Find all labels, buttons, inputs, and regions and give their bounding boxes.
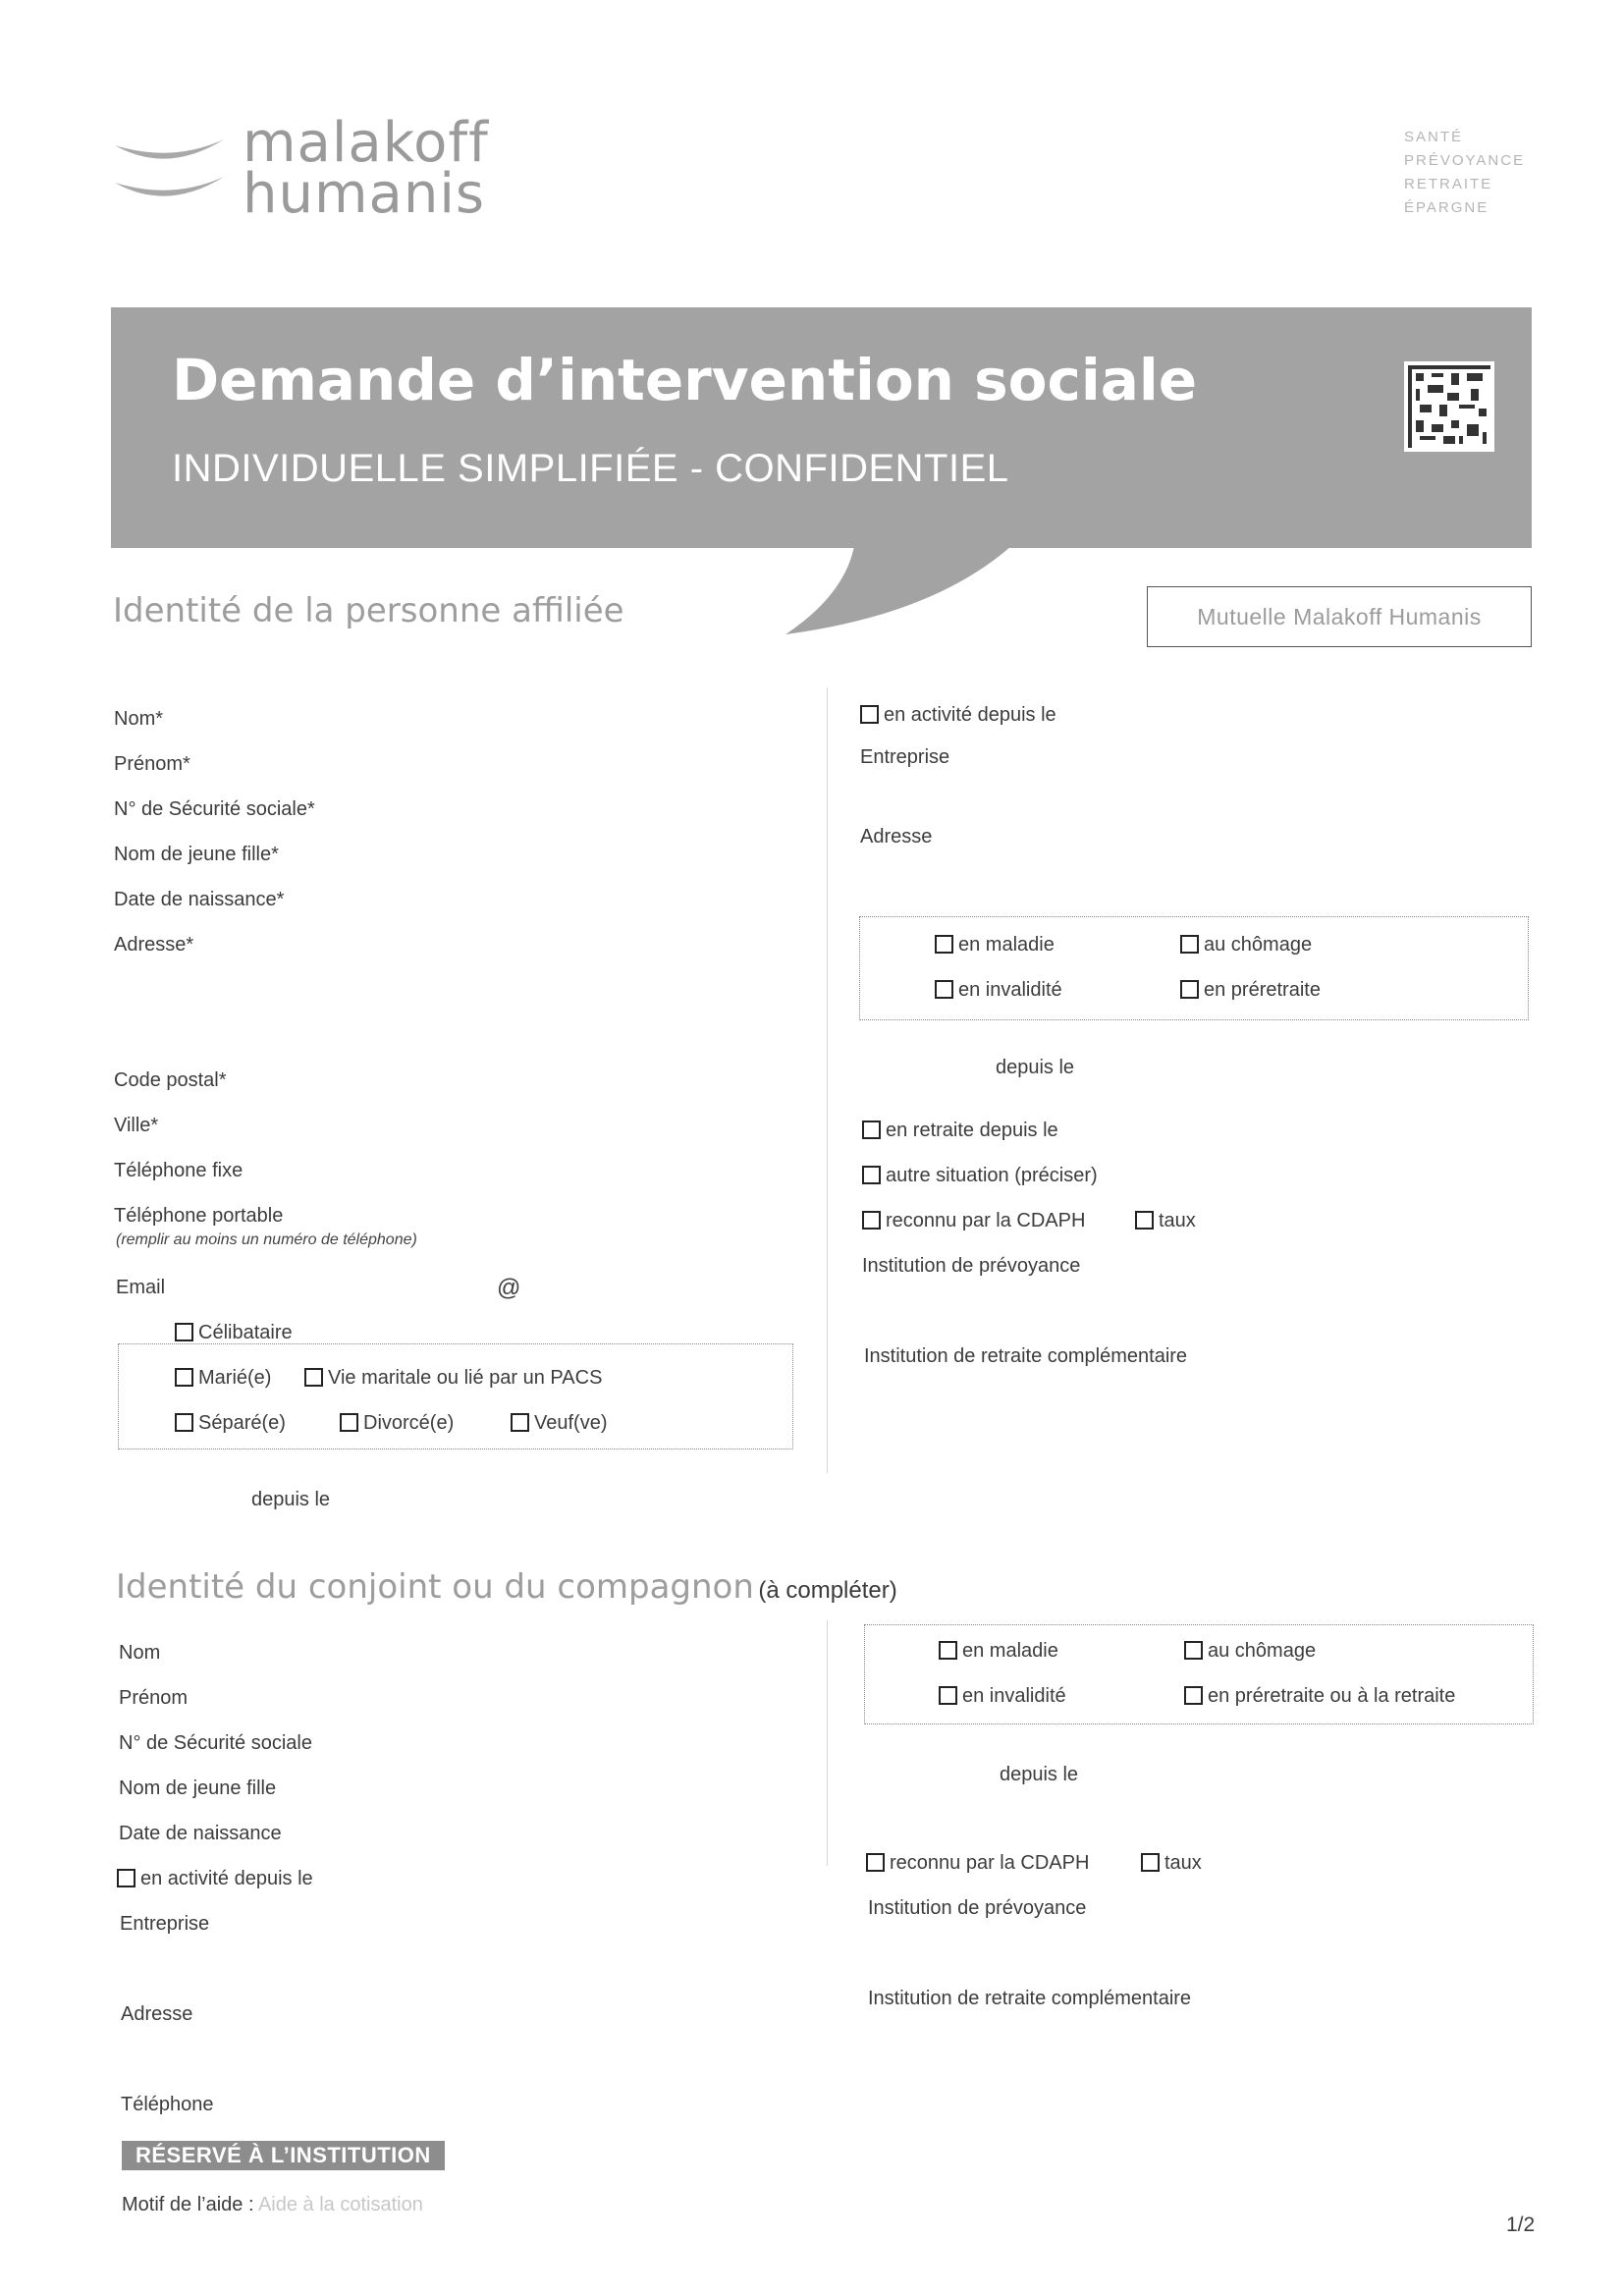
checkbox[interactable] (862, 1166, 881, 1184)
option-label: Marié(e) (198, 1367, 272, 1389)
option-conjoint-invalidite[interactable] (939, 1685, 1066, 1708)
option-autre-situation[interactable] (862, 1165, 1098, 1187)
logo-line-2: humanis (243, 162, 486, 226)
field-conjoint-nom[interactable]: Nom (119, 1642, 161, 1664)
column-divider (827, 687, 828, 1473)
tel-note: (remplir au moins un numéro de téléphone) (116, 1231, 417, 1248)
checkbox[interactable] (1135, 1211, 1154, 1230)
field-institution-retraite[interactable]: Institution de retraite complémentaire (864, 1345, 1188, 1367)
field-tel-fixe[interactable]: Téléphone fixe (114, 1160, 244, 1181)
option-en-activite[interactable] (860, 704, 1056, 727)
checkbox[interactable] (935, 980, 953, 999)
option-vie-maritale[interactable] (304, 1367, 602, 1390)
field-institution-prevoyance[interactable]: Institution de prévoyance (862, 1255, 1081, 1277)
title-banner (111, 307, 1532, 548)
field-nom-jeune-fille[interactable]: Nom de jeune fille* (114, 844, 279, 865)
checkbox[interactable] (175, 1413, 193, 1432)
checkbox[interactable] (511, 1413, 529, 1432)
field-date-naissance[interactable]: Date de naissance* (114, 889, 285, 910)
field-code-postal[interactable]: Code postal* (114, 1069, 227, 1091)
tagline-item: SANTÉ (1404, 129, 1464, 145)
banner-speech-tail (785, 546, 1021, 634)
field-depuis-le[interactable]: depuis le (251, 1489, 331, 1510)
section-title-affiliee: Identité de la personne affiliée (113, 591, 624, 630)
field-entreprise[interactable]: Entreprise (860, 746, 950, 768)
motif-row (122, 2194, 423, 2216)
tagline-item: ÉPARGNE (1404, 199, 1489, 216)
email-at-sign: @ (497, 1275, 521, 1301)
field-adresse-entreprise[interactable]: Adresse (860, 826, 933, 847)
option-conjoint-preretraite[interactable] (1184, 1685, 1455, 1708)
option-cdaph[interactable] (862, 1210, 1085, 1232)
checkbox[interactable] (866, 1853, 885, 1872)
motif-label: Motif de l’aide : (122, 2194, 254, 2215)
field-nom[interactable]: Nom* (114, 708, 164, 730)
checkbox[interactable] (1141, 1853, 1160, 1872)
page-subtitle: INDIVIDUELLE SIMPLIFIÉE - CONFIDENTIEL (172, 447, 1009, 490)
field-tel-portable[interactable]: Téléphone portable (114, 1205, 284, 1227)
checkbox[interactable] (304, 1368, 323, 1387)
tagline-item: PRÉVOYANCE (1404, 152, 1526, 169)
qr-code-icon (1404, 361, 1494, 452)
page-title: Demande d’intervention sociale (172, 347, 1198, 413)
field-secu[interactable]: N° de Sécurité sociale* (114, 798, 315, 820)
option-veuf[interactable] (511, 1412, 607, 1435)
field-prenom[interactable]: Prénom* (114, 753, 190, 775)
field-conjoint-entreprise[interactable]: Entreprise (120, 1913, 210, 1935)
option-separe[interactable] (175, 1412, 286, 1435)
option-invalidite[interactable] (935, 979, 1062, 1002)
section-title-conjoint-wrap (116, 1567, 897, 1607)
option-label: Célibataire (198, 1322, 293, 1343)
checkbox[interactable] (860, 705, 879, 724)
checkbox[interactable] (175, 1323, 193, 1341)
option-label: reconnu par la CDAPH (886, 1210, 1086, 1231)
option-maladie[interactable] (935, 934, 1055, 957)
checkbox[interactable] (175, 1368, 193, 1387)
option-label: en maladie (958, 934, 1055, 956)
option-divorce[interactable] (340, 1412, 454, 1435)
option-label: en préretraite ou à la retraite (1208, 1685, 1456, 1707)
field-conjoint-depuis-le[interactable]: depuis le (1000, 1764, 1079, 1785)
motif-value: Aide à la cotisation (257, 2194, 423, 2215)
option-label: Veuf(ve) (534, 1412, 608, 1434)
option-label: reconnu par la CDAPH (890, 1852, 1090, 1874)
page-number: 1/2 (1506, 2214, 1536, 2236)
checkbox[interactable] (1184, 1641, 1203, 1660)
field-conjoint-adresse[interactable]: Adresse (121, 2003, 193, 2025)
logo-line-1: malakoff (243, 111, 489, 175)
option-label: taux (1159, 1210, 1196, 1231)
field-conjoint-telephone[interactable]: Téléphone (121, 2094, 214, 2115)
option-label: Divorcé(e) (363, 1412, 455, 1434)
option-label: en invalidité (958, 979, 1062, 1001)
option-en-retraite[interactable] (862, 1120, 1058, 1142)
checkbox[interactable] (935, 935, 953, 954)
field-conjoint-naissance[interactable]: Date de naissance (119, 1823, 282, 1844)
field-ville[interactable]: Ville* (114, 1115, 159, 1136)
field-email[interactable]: Email (116, 1277, 166, 1298)
tagline (1404, 126, 1525, 220)
option-label: en activité depuis le (884, 704, 1056, 726)
option-label: Vie maritale ou lié par un PACS (328, 1367, 603, 1389)
column-divider (827, 1620, 828, 1866)
field-conjoint-prevoyance[interactable]: Institution de prévoyance (868, 1897, 1087, 1919)
field-depuis-le-situation[interactable]: depuis le (996, 1057, 1075, 1078)
field-conjoint-secu[interactable]: N° de Sécurité sociale (119, 1732, 312, 1754)
situation-box (859, 916, 1529, 1020)
option-label: au chômage (1204, 934, 1313, 956)
checkbox[interactable] (117, 1869, 135, 1887)
section-note: (à compléter) (758, 1577, 897, 1604)
logo-waves-icon (113, 126, 226, 224)
logo (113, 111, 525, 226)
option-conjoint-cdaph[interactable] (866, 1852, 1089, 1875)
checkbox[interactable] (340, 1413, 358, 1432)
checkbox[interactable] (1184, 1686, 1203, 1705)
option-marie[interactable] (175, 1367, 271, 1390)
tagline-item: RETRAITE (1404, 176, 1493, 192)
option-preretraite[interactable] (1180, 979, 1321, 1002)
mutuelle-badge: Mutuelle Malakoff Humanis (1147, 586, 1532, 647)
option-label: en maladie (962, 1640, 1058, 1662)
option-conjoint-chomage[interactable] (1184, 1640, 1316, 1663)
checkbox[interactable] (1180, 935, 1199, 954)
option-label: en activité depuis le (140, 1868, 313, 1889)
option-conjoint-activite[interactable] (117, 1868, 313, 1890)
field-conjoint-prenom[interactable]: Prénom (119, 1687, 189, 1709)
option-label: en préretraite (1204, 979, 1321, 1001)
option-label: au chômage (1208, 1640, 1317, 1662)
field-adresse[interactable]: Adresse* (114, 934, 194, 956)
checkbox[interactable] (862, 1121, 881, 1139)
option-label: en invalidité (962, 1685, 1066, 1707)
option-conjoint-taux[interactable] (1141, 1852, 1202, 1875)
checkbox[interactable] (862, 1211, 881, 1230)
option-conjoint-maladie[interactable] (939, 1640, 1058, 1663)
checkbox[interactable] (939, 1686, 957, 1705)
option-celibataire[interactable] (175, 1322, 293, 1344)
field-conjoint-jeune-fille[interactable]: Nom de jeune fille (119, 1777, 277, 1799)
section-title-conjoint: Identité du conjoint ou du compagnon (116, 1567, 754, 1607)
option-label: en retraite depuis le (886, 1120, 1058, 1141)
option-label: autre situation (préciser) (886, 1165, 1098, 1186)
checkbox[interactable] (939, 1641, 957, 1660)
field-conjoint-retraite[interactable]: Institution de retraite complémentaire (868, 1988, 1192, 2009)
checkbox[interactable] (1180, 980, 1199, 999)
reserved-banner: RÉSERVÉ À L’INSTITUTION (122, 2141, 445, 2170)
option-chomage[interactable] (1180, 934, 1312, 957)
option-taux[interactable] (1135, 1210, 1196, 1232)
option-label: taux (1164, 1852, 1202, 1874)
option-label: Séparé(e) (198, 1412, 286, 1434)
